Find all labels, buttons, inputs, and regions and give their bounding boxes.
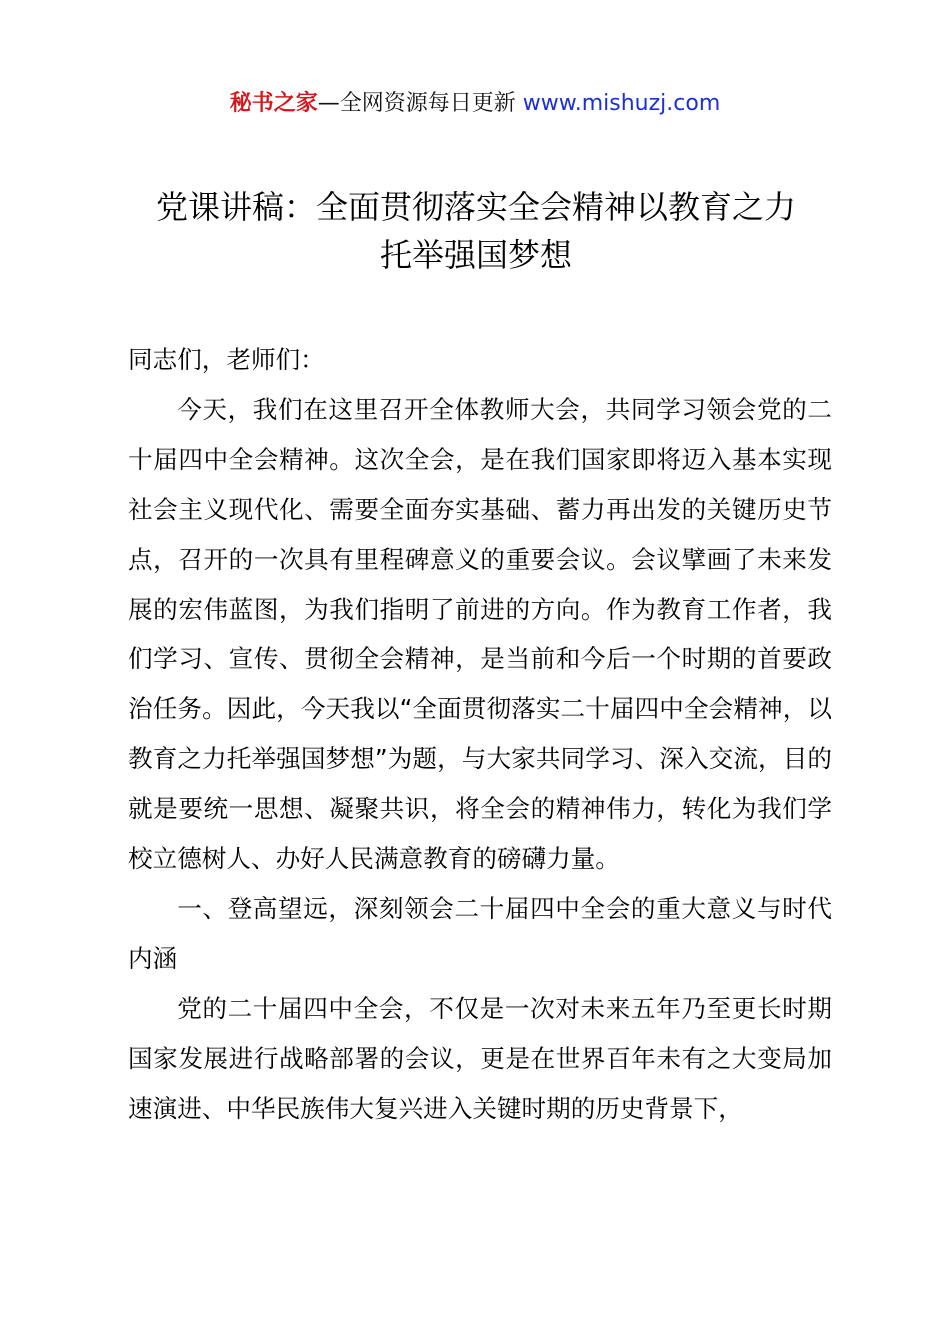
paragraph: 今天，我们在这里召开全体教师大会，共同学习领会党的二十届四中全会精神。这次全会，是在我们国家即将迈入基本实现社会主义现代化、需要全面夯实基础、蓄力再出发的关键历史节点，召开的一次具有里程碑意义的重要会议。会议擘画了未来发展的宏伟蓝图，为我们指明了前进的方向。作为教育工作者，我们学习、宣传、贯彻全会精神，是当前和今后一个时期的首要政治任务。因此，今天我以“全面贯彻落实二十届四中全会精神，以教育之力托举强国梦想”为题，与大家共同学习、深入交流，目的就是要统一思想、凝聚共识，将全会的精神伟力，转化为我们学校立德树人、办好人民满意教育的磅礴力量。 <box>128 394 832 874</box>
section-heading: 一、登高望远，深刻领会二十届四中全会的重大意义与时代内涵 <box>128 893 832 973</box>
site-header <box>0 88 950 120</box>
paragraph: 党的二十届四中全会，不仅是一次对未来五年乃至更长时期国家发展进行战略部署的会议，更是在世界百年未有之大变局加速演进、中华民族伟大复兴进入关键时期的历史背景下， <box>128 993 832 1123</box>
document-body <box>128 335 832 1134</box>
document-title-line-1: 党课讲稿：全面贯彻落实全会精神以教育之力 <box>155 188 796 226</box>
site-brand: 秘书之家 <box>229 91 318 116</box>
site-url-link[interactable]: www.mishuzj.com <box>522 91 721 116</box>
salutation: 同志们，老师们： <box>128 345 325 374</box>
site-slogan: —全网资源每日更新 <box>317 91 523 116</box>
document-title <box>120 183 832 279</box>
document-title-line-2: 托举强国梦想 <box>379 236 572 274</box>
